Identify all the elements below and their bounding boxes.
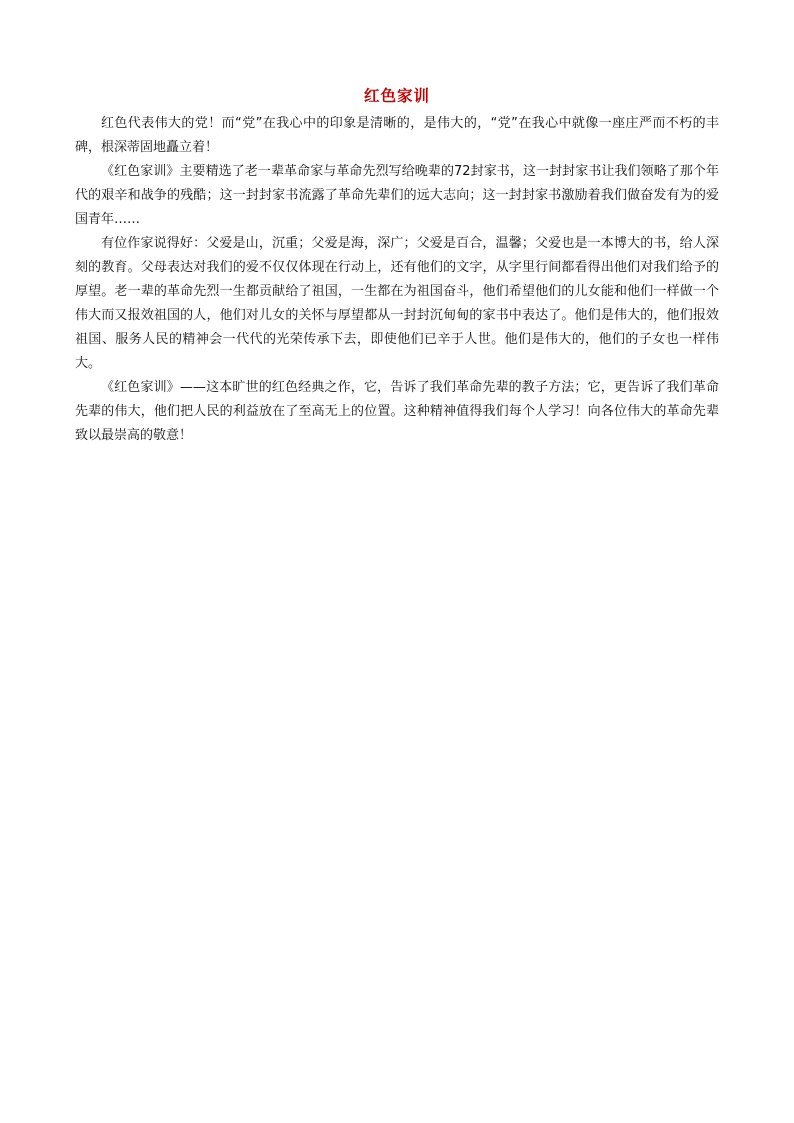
paragraph-2: 《红色家训》主要精选了老一辈革命家与革命先烈写给晚辈的72封家书，这一封封家书让我们领略了那个年代的艰辛和战争的残酷；这一封封家书流露了革命先辈们的远大志向；这一封封家书激励着我们做奋发有为的爱国青年……	[75, 164, 719, 227]
paragraph-4: 《红色家训》——这本旷世的红色经典之作，它，告诉了我们革命先辈的教子方法；它，更告诉了我们革命先辈的伟大，他们把人民的利益放在了至高无上的位置。这种精神值得我们每个人学习！向各位伟大的革命先辈致以最崇高的敬意！	[75, 380, 719, 443]
paragraph-3: 有位作家说得好：父爱是山，沉重；父爱是海，深广；父爱是百合，温馨；父爱也是一本博大的书，给人深刻的教育。父母表达对我们的爱不仅仅体现在行动上，还有他们的文字，从字里行间都看得出他们对我们给予的厚望。老一辈的革命先烈一生都贡献给了祖国，一生都在为祖国奋斗，他们希望他们的儿女能和他们一样做一个伟大而又报效祖国的人，他们对儿女的关怀与厚望都从一封封沉甸甸的家书中表达了。他们是伟大的，他们报效祖国、服务人民的精神会一代代的光荣传承下去，即使他们已辛于人世。他们是伟大的，他们的子女也一样伟大。	[75, 236, 719, 371]
document-title: 红色家训	[363, 87, 430, 105]
paragraph-1: 红色代表伟大的党！而“党”在我心中的印象是清晰的，是伟大的，“党”在我心中就像一座庄严而不朽的丰碑，根深蒂固地矗立着！	[75, 116, 719, 155]
document-page	[75, 84, 719, 448]
